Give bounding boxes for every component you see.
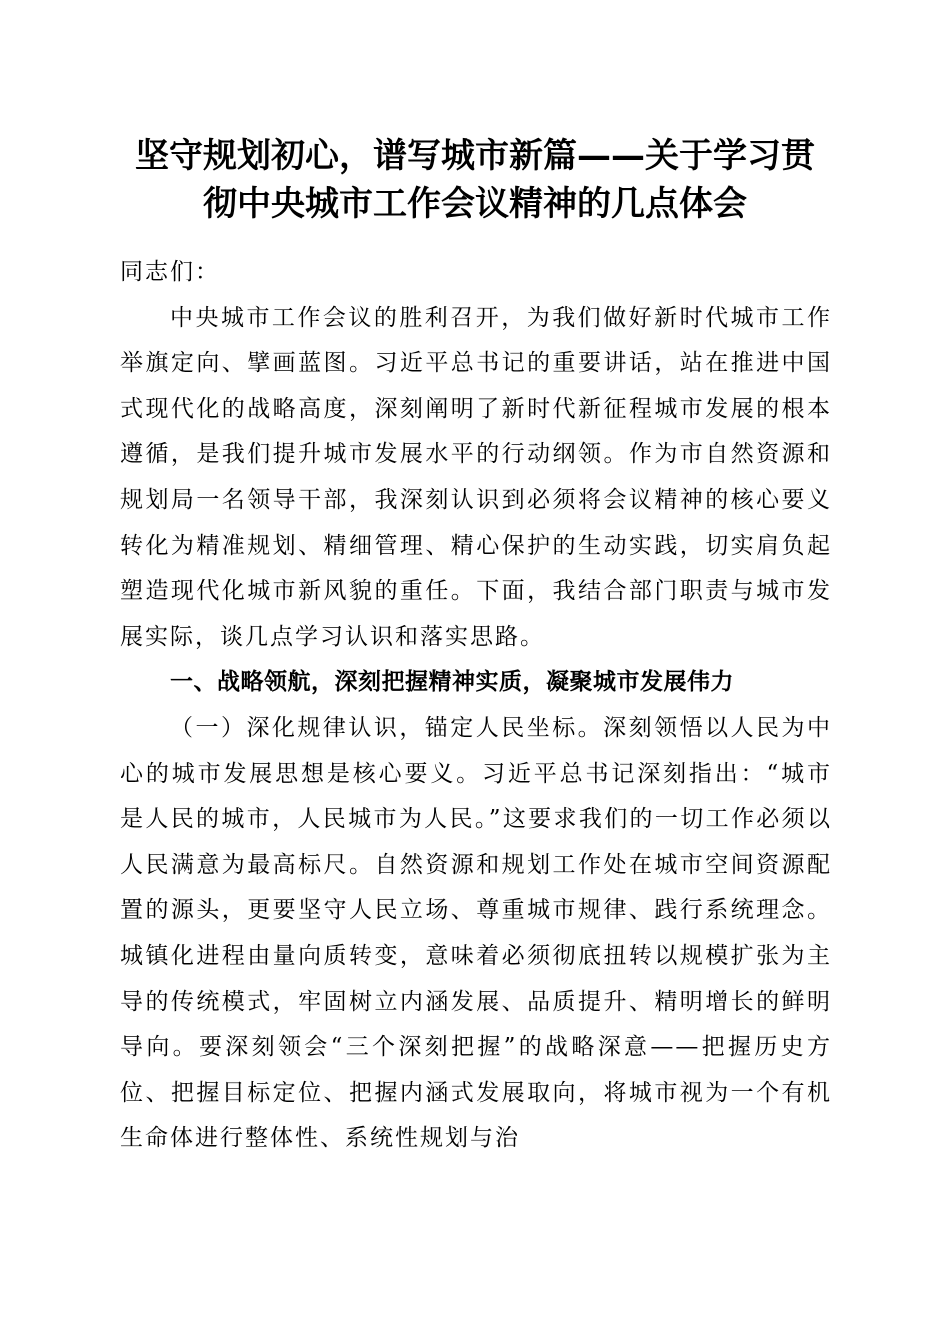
paragraph-section-1-1: （一）深化规律认识，锚定人民坐标。深刻领悟以人民为中心的城市发展思想是核心要义。习近平总书记深刻指出：“城市是人民的城市，人民城市为人民。”这要求我们的一切工作必须以人民满意为最高标尺。自然资源和规划工作处在城市空间资源配置的源头，更要坚守人民立场、尊重城市规律、践行系统理念。城镇化进程由量向质转变，意味着必须彻底扭转以规模扩张为主导的传统模式，牢固树立内涵发展、品质提升、精明增长的鲜明导向。要深刻领会“三个深刻把握”的战略深意——把握历史方位、把握目标定位、把握内涵式发展取向，将城市视为一个有机生命体进行整体性、系统性规划与治 bbox=[120, 714, 832, 1152]
paragraph-intro: 中央城市工作会议的胜利召开，为我们做好新时代城市工作举旗定向、擘画蓝图。习近平总书记的重要讲话，站在推进中国式现代化的战略高度，深刻阐明了新时代新征程城市发展的根本遵循，是我们提升城市发展水平的行动纲领。作为市自然资源和规划局一名领导干部，我深刻认识到必须将会议精神的核心要义转化为精准规划、精细管理、精心保护的生动实践，切实肩负起塑造现代化城市新风貌的重任。下面，我结合部门职责与城市发展实际，谈几点学习认识和落实思路。 bbox=[120, 304, 832, 650]
document-title-line-1: 坚守规划初心，谱写城市新篇——关于学习贯 bbox=[135, 136, 815, 176]
salutation: 同志们： bbox=[120, 259, 220, 285]
document-title bbox=[100, 132, 850, 228]
document-body bbox=[120, 250, 832, 1162]
section-heading-1: 一、战略领航，深刻把握精神实质，凝聚城市发展伟力 bbox=[170, 669, 734, 696]
document-title-line-2: 彻中央城市工作会议精神的几点体会 bbox=[203, 184, 747, 224]
